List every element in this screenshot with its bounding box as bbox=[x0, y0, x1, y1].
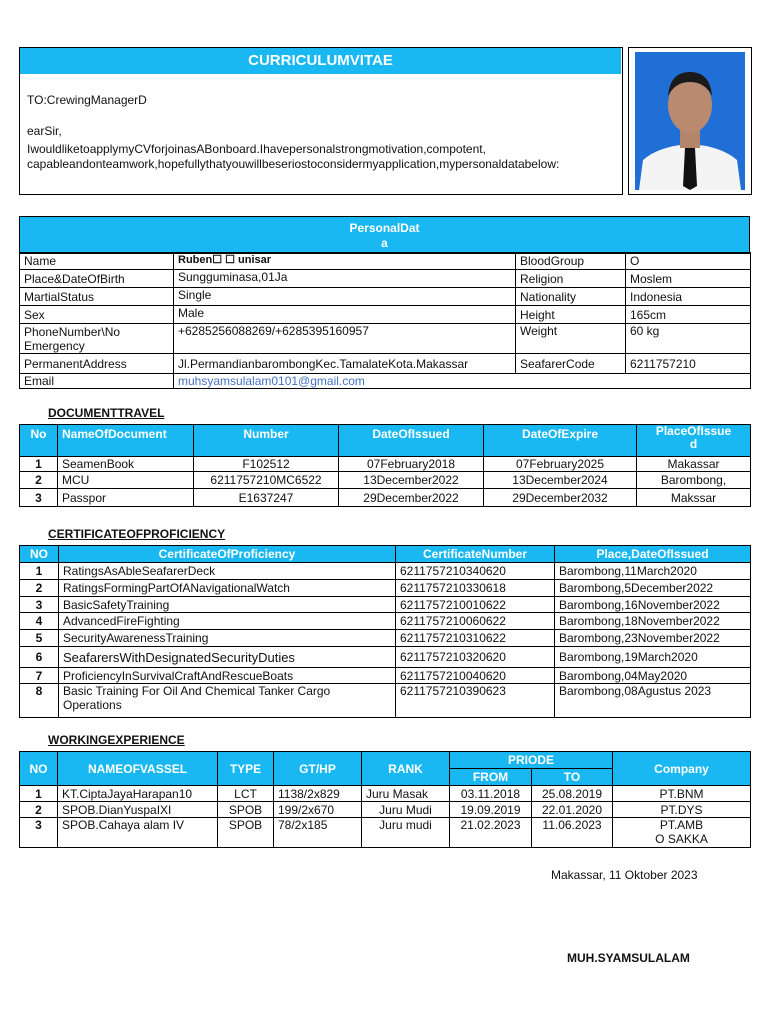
doc-place: Makssar bbox=[637, 489, 751, 507]
doc-number: F102512 bbox=[194, 457, 339, 472]
table-row bbox=[20, 613, 751, 630]
label-phone bbox=[20, 324, 174, 354]
col-header-company: Company bbox=[613, 752, 751, 786]
signature-name: MUH.SYAMSULALAM bbox=[567, 951, 690, 965]
value-name: Ruben☐ ☐ unisar bbox=[174, 253, 516, 270]
value-seafarer-code: 6211757210 bbox=[626, 354, 751, 374]
document-travel-table bbox=[19, 424, 751, 507]
exp-rank: Juru Mudi bbox=[362, 802, 450, 818]
table-row bbox=[20, 668, 751, 684]
label-nationality: Nationality bbox=[516, 288, 626, 306]
email-link[interactable]: muhsyamsulalam0101@gmail.com bbox=[174, 374, 751, 389]
exp-from: 03.11.2018 bbox=[450, 786, 532, 802]
exp-type: SPOB bbox=[218, 802, 274, 818]
table-row bbox=[20, 288, 751, 306]
col-header-certificate-name: CertificateOfProficiency bbox=[59, 546, 396, 563]
label-weight: Weight bbox=[516, 324, 626, 354]
cert-name: RatingsAsAbleSeafarerDeck bbox=[59, 563, 396, 580]
cert-no: 5 bbox=[20, 630, 59, 647]
letter-line-2: capableandonteamwork,hopefullythatyouwillbeseriostoconsidermyapplication,mypersonaldatabelow: bbox=[27, 157, 560, 171]
cert-name: SecurityAwarenessTraining bbox=[59, 630, 396, 647]
col-header-to: TO bbox=[532, 769, 613, 786]
exp-company-line-1: PT.AMB bbox=[659, 818, 704, 832]
cert-place: Barombong,16November2022 bbox=[555, 597, 751, 613]
cert-no: 2 bbox=[20, 580, 59, 597]
cert-place: Barombong,23November2022 bbox=[555, 630, 751, 647]
to-line: TO:CrewingManagerD bbox=[27, 93, 147, 107]
cert-number: 6211757210320620 bbox=[396, 647, 555, 668]
col-header-place-issued bbox=[637, 425, 751, 457]
table-row bbox=[20, 630, 751, 647]
doc-issued: 29December2022 bbox=[339, 489, 484, 507]
personal-data-table bbox=[19, 252, 751, 389]
exp-from: 19.09.2019 bbox=[450, 802, 532, 818]
table-row bbox=[20, 374, 751, 389]
experience-table bbox=[19, 751, 751, 848]
doc-name: MCU bbox=[58, 472, 194, 489]
value-marital: Single bbox=[174, 288, 516, 306]
doc-issued: 07February2018 bbox=[339, 457, 484, 472]
cert-number: 6211757210340620 bbox=[396, 563, 555, 580]
value-religion: Moslem bbox=[626, 270, 751, 288]
exp-to: 11.06.2023 bbox=[532, 818, 613, 848]
certificates-table bbox=[19, 545, 751, 718]
col-header-period: PRIODE bbox=[450, 752, 613, 769]
cert-place: Barombong,08Agustus 2023 bbox=[555, 684, 751, 718]
cert-name: RatingsFormingPartOfANavigationalWatch bbox=[59, 580, 396, 597]
cert-number: 6211757210330618 bbox=[396, 580, 555, 597]
exp-type: SPOB bbox=[218, 818, 274, 848]
exp-rank: Juru Masak bbox=[362, 786, 450, 802]
col-header-document-name: NameOfDocument bbox=[58, 425, 194, 457]
cert-no: 6 bbox=[20, 647, 59, 668]
value-birth: Sungguminasa,01Ja bbox=[174, 270, 516, 288]
table-header-row bbox=[20, 546, 751, 563]
value-sex: Male bbox=[174, 306, 516, 324]
col-header-place-date: Place,DateOfIssued bbox=[555, 546, 751, 563]
portrait-image bbox=[629, 48, 751, 194]
exp-to: 25.08.2019 bbox=[532, 786, 613, 802]
doc-no: 2 bbox=[20, 472, 58, 489]
label-name: Name bbox=[20, 253, 174, 270]
col-header-no: No bbox=[20, 425, 58, 457]
cert-name: SeafarersWithDesignatedSecurityDuties bbox=[59, 647, 396, 668]
value-weight: 60 kg bbox=[626, 324, 751, 354]
label-address: PermanentAddress bbox=[20, 354, 174, 374]
doc-no: 3 bbox=[20, 489, 58, 507]
table-row bbox=[20, 818, 751, 848]
col-header-gt-hp: GT/HP bbox=[274, 752, 362, 786]
personal-data-header bbox=[19, 216, 750, 254]
cert-number: 6211757210010622 bbox=[396, 597, 555, 613]
cv-title: CURRICULUMVITAE bbox=[248, 52, 393, 69]
value-blood-group: O bbox=[626, 253, 751, 270]
table-row bbox=[20, 306, 751, 324]
col-header-place-issued-2: d bbox=[689, 437, 698, 451]
label-marital: MartialStatus bbox=[20, 288, 174, 306]
exp-vessel: SPOB.DianYuspaIXI bbox=[58, 802, 218, 818]
label-phone-1: PhoneNumber\No bbox=[24, 324, 121, 339]
col-header-from: FROM bbox=[450, 769, 532, 786]
cert-no: 4 bbox=[20, 613, 59, 630]
value-nationality: Indonesia bbox=[626, 288, 751, 306]
cert-no: 3 bbox=[20, 597, 59, 613]
cert-place: Barombong,11March2020 bbox=[555, 563, 751, 580]
cert-number: 6211757210390623 bbox=[396, 684, 555, 718]
section-title-experience: WORKINGEXPERIENCE bbox=[48, 733, 185, 747]
col-header-place-issued-1: PlaceOfIssue bbox=[655, 424, 732, 438]
col-header-certificate-number: CertificateNumber bbox=[396, 546, 555, 563]
table-row bbox=[20, 489, 751, 507]
exp-type: LCT bbox=[218, 786, 274, 802]
exp-from: 21.02.2023 bbox=[450, 818, 532, 848]
cert-no: 7 bbox=[20, 668, 59, 684]
col-header-type: TYPE bbox=[218, 752, 274, 786]
label-seafarer-code: SeafarerCode bbox=[516, 354, 626, 374]
label-religion: Religion bbox=[516, 270, 626, 288]
cert-number: 6211757210060622 bbox=[396, 613, 555, 630]
exp-company: PT.BNM bbox=[613, 786, 751, 802]
value-height: 165cm bbox=[626, 306, 751, 324]
cert-name: AdvancedFireFighting bbox=[59, 613, 396, 630]
col-header-vessel: NAMEOFVASSEL bbox=[58, 752, 218, 786]
exp-vessel: SPOB.Cahaya alam IV bbox=[58, 818, 218, 848]
value-phone: +6285256088269/+6285395160957 bbox=[174, 324, 516, 354]
exp-company: PT.DYS bbox=[613, 802, 751, 818]
exp-no: 2 bbox=[20, 802, 58, 818]
exp-company bbox=[613, 818, 751, 848]
doc-place: Makassar bbox=[637, 457, 751, 472]
label-sex: Sex bbox=[20, 306, 174, 324]
label-blood-group: BloodGroup bbox=[516, 253, 626, 270]
cert-place: Barombong,5December2022 bbox=[555, 580, 751, 597]
doc-number: 6211757210MC6522 bbox=[194, 472, 339, 489]
cert-name: Basic Training For Oil And Chemical Tanker Cargo Operations bbox=[59, 684, 396, 718]
exp-gt-hp: 199/2x670 bbox=[274, 802, 362, 818]
exp-no: 1 bbox=[20, 786, 58, 802]
letter-line-1: IwouldliketoapplymyCVforjoinasABonboard.Ihavepersonalstrongmotivation,compotent, bbox=[27, 142, 486, 156]
cert-place: Barombong,19March2020 bbox=[555, 647, 751, 668]
table-row bbox=[20, 253, 751, 270]
label-height: Height bbox=[516, 306, 626, 324]
doc-expire: 13December2024 bbox=[484, 472, 637, 489]
cert-name: BasicSafetyTraining bbox=[59, 597, 396, 613]
cert-no: 8 bbox=[20, 684, 59, 718]
col-header-date-expire: DateOfExpire bbox=[484, 425, 637, 457]
label-email: Email bbox=[20, 374, 174, 389]
doc-name: SeamenBook bbox=[58, 457, 194, 472]
table-row bbox=[20, 684, 751, 718]
table-row bbox=[20, 563, 751, 580]
exp-gt-hp: 78/2x185 bbox=[274, 818, 362, 848]
personal-data-title-2: a bbox=[381, 236, 388, 250]
doc-no: 1 bbox=[20, 457, 58, 472]
value-address: Jl.PermandianbarombongKec.TamalateKota.Makassar bbox=[174, 354, 516, 374]
profile-photo bbox=[628, 47, 752, 195]
salutation: earSir, bbox=[27, 124, 62, 138]
doc-expire: 07February2025 bbox=[484, 457, 637, 472]
col-header-no: NO bbox=[20, 546, 59, 563]
exp-vessel: KT.CiptaJayaHarapan10 bbox=[58, 786, 218, 802]
col-header-no: NO bbox=[20, 752, 58, 786]
label-birth: Place&DateOfBirth bbox=[20, 270, 174, 288]
cert-place: Barombong,18November2022 bbox=[555, 613, 751, 630]
table-row bbox=[20, 270, 751, 288]
section-title-certificates: CERTIFICATEOFPROFICIENCY bbox=[48, 527, 226, 541]
doc-expire: 29December2032 bbox=[484, 489, 637, 507]
exp-company-line-2: O SAKKA bbox=[655, 832, 708, 846]
doc-number: E1637247 bbox=[194, 489, 339, 507]
table-row bbox=[20, 597, 751, 613]
col-header-number: Number bbox=[194, 425, 339, 457]
table-row bbox=[20, 580, 751, 597]
table-row bbox=[20, 786, 751, 802]
table-row bbox=[20, 802, 751, 818]
table-header-row bbox=[20, 425, 751, 457]
table-row bbox=[20, 354, 751, 374]
table-header-row bbox=[20, 752, 751, 769]
cert-name: ProficiencyInSurvivalCraftAndRescueBoats bbox=[59, 668, 396, 684]
exp-rank: Juru mudi bbox=[362, 818, 450, 848]
label-phone-2: Emergency bbox=[24, 338, 85, 353]
col-header-date-issued: DateOfIssued bbox=[339, 425, 484, 457]
place-date: Makassar, 11 Oktober 2023 bbox=[551, 868, 698, 882]
doc-name: Passpor bbox=[58, 489, 194, 507]
cert-no: 1 bbox=[20, 563, 59, 580]
cert-place: Barombong,04May2020 bbox=[555, 668, 751, 684]
table-row bbox=[20, 457, 751, 472]
exp-gt-hp: 1138/2x829 bbox=[274, 786, 362, 802]
exp-to: 22.01.2020 bbox=[532, 802, 613, 818]
section-title-document-travel: DOCUMENTTRAVEL bbox=[48, 406, 165, 420]
col-header-rank: RANK bbox=[362, 752, 450, 786]
cert-number: 6211757210310622 bbox=[396, 630, 555, 647]
exp-no: 3 bbox=[20, 818, 58, 848]
cert-number: 6211757210040620 bbox=[396, 668, 555, 684]
doc-issued: 13December2022 bbox=[339, 472, 484, 489]
doc-place: Barombong, bbox=[637, 472, 751, 489]
personal-data-title-1: PersonalDat bbox=[349, 221, 420, 235]
table-row bbox=[20, 647, 751, 668]
table-row bbox=[20, 472, 751, 489]
table-row bbox=[20, 324, 751, 354]
